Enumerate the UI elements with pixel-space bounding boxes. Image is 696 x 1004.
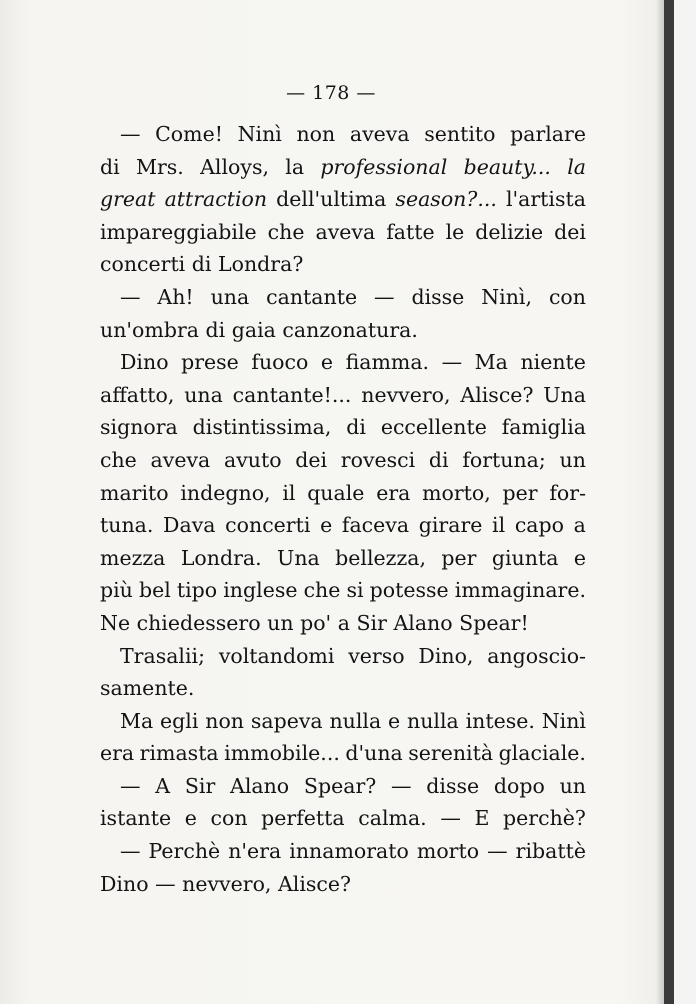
word: era xyxy=(376,480,411,505)
word: nevvero, xyxy=(361,382,451,407)
text-line xyxy=(100,248,586,281)
word: di xyxy=(191,252,212,277)
word: nulla xyxy=(329,708,382,733)
word: season?... xyxy=(395,187,497,212)
word: per xyxy=(502,480,538,505)
word: signora xyxy=(100,415,178,440)
text-line xyxy=(100,835,586,868)
word: Come! xyxy=(155,122,223,146)
word: Alloys, xyxy=(200,154,269,179)
word: egli xyxy=(160,708,199,733)
text-line xyxy=(100,314,586,347)
book-spine xyxy=(664,0,674,1004)
word: sentito xyxy=(424,122,496,146)
word: e xyxy=(184,806,197,831)
word: famiglia xyxy=(501,415,586,440)
word: dei xyxy=(295,447,328,472)
word: giunta xyxy=(491,545,559,570)
text-line xyxy=(100,770,586,803)
text-line xyxy=(100,672,586,705)
page-number: — 178 — xyxy=(286,82,376,104)
word: e xyxy=(320,350,334,375)
word: n'era xyxy=(228,839,282,864)
word: disse xyxy=(426,773,480,798)
word: la xyxy=(567,154,586,179)
word: bel xyxy=(138,578,171,603)
word: affatto, xyxy=(100,382,175,407)
word: — xyxy=(487,839,508,864)
word: gaia xyxy=(231,317,276,342)
text-line xyxy=(100,183,586,216)
word: Mrs. xyxy=(135,154,184,179)
word: Dino xyxy=(100,871,149,896)
word: glaciale. xyxy=(498,741,586,766)
word: cantante!... xyxy=(232,382,352,407)
word: angoscio- xyxy=(487,643,586,668)
word: Sir xyxy=(356,610,387,635)
word: chiedessero xyxy=(136,610,261,635)
word: samente. xyxy=(100,676,195,701)
word: un'ombra xyxy=(100,317,199,342)
word: Dava xyxy=(163,513,216,538)
text-line xyxy=(100,444,586,477)
word: capo xyxy=(514,513,564,538)
word: che xyxy=(303,578,341,603)
word: innamorato xyxy=(289,839,409,864)
word: Spear! xyxy=(459,610,529,635)
text-line xyxy=(100,737,586,770)
text-line xyxy=(100,640,586,673)
word: non xyxy=(205,708,244,733)
text-line xyxy=(100,346,586,379)
word: Dino xyxy=(120,350,169,375)
word: disse xyxy=(411,284,465,309)
word: concerti xyxy=(100,252,186,277)
word: il xyxy=(282,480,296,505)
word: Londra? xyxy=(218,252,304,277)
word: for- xyxy=(549,480,586,505)
word: che xyxy=(267,219,305,244)
word: great xyxy=(100,187,156,212)
word: Perchè xyxy=(148,839,221,864)
word: morto xyxy=(416,839,480,864)
text-line xyxy=(100,802,586,835)
word: Dino, xyxy=(418,643,474,668)
text-line xyxy=(100,281,586,314)
text-line xyxy=(100,477,586,510)
word: po' xyxy=(300,610,332,635)
word: serenità xyxy=(408,741,494,766)
word: aveva xyxy=(349,122,410,146)
word: Ninì xyxy=(237,122,282,146)
word: e xyxy=(320,513,333,538)
word: distintissima, xyxy=(192,415,332,440)
word: impareggiabile xyxy=(100,219,257,244)
word: a xyxy=(573,513,586,538)
word: aveva xyxy=(315,219,376,244)
word: — xyxy=(120,839,141,864)
word: — xyxy=(120,773,141,798)
word: Sir xyxy=(184,773,216,798)
word: aveva xyxy=(150,447,211,472)
word: si xyxy=(346,578,364,603)
word: il xyxy=(492,513,506,538)
word: parlare xyxy=(510,122,586,146)
word: — xyxy=(441,350,463,375)
word: quale xyxy=(307,480,365,505)
word: dopo xyxy=(493,773,545,798)
word: E xyxy=(474,806,490,831)
word: voltandomi xyxy=(218,643,335,668)
word: ribattè xyxy=(515,839,586,864)
word: Ninì xyxy=(541,708,586,733)
word: canzonatura. xyxy=(282,317,418,342)
word: verso xyxy=(348,643,405,668)
word: istante xyxy=(100,806,172,831)
word: una xyxy=(210,284,250,309)
word: fortuna; xyxy=(462,447,546,472)
word: girare xyxy=(418,513,483,538)
word: tuna. xyxy=(100,513,154,538)
word: Ninì, xyxy=(481,284,533,309)
word: Spear? xyxy=(303,773,377,798)
word: fatte xyxy=(386,219,435,244)
word: mezza xyxy=(100,545,166,570)
word: un xyxy=(559,447,586,472)
word: Trasalii; xyxy=(120,643,206,668)
word: cantante xyxy=(266,284,358,309)
word: Ah! xyxy=(157,284,194,309)
word: dei xyxy=(554,219,586,244)
word: di xyxy=(346,415,366,440)
word: niente xyxy=(520,350,586,375)
word: un xyxy=(267,610,294,635)
word: Alisce? xyxy=(460,382,534,407)
word: e xyxy=(388,708,401,733)
word: Una xyxy=(543,382,586,407)
word: fuoco xyxy=(251,350,309,375)
word: più xyxy=(100,578,133,603)
word: beauty... xyxy=(463,154,551,179)
word: avuto xyxy=(223,447,282,472)
word: di xyxy=(428,447,449,472)
word: intese. xyxy=(465,708,535,733)
word: — xyxy=(155,871,176,896)
word: rimasta xyxy=(139,741,219,766)
word: una xyxy=(184,382,223,407)
text-line xyxy=(100,509,586,542)
word: a xyxy=(337,610,350,635)
word: la xyxy=(285,154,305,179)
word: era xyxy=(100,741,135,766)
word: tipo xyxy=(176,578,218,603)
word: fiamma. xyxy=(345,350,430,375)
word: Ne xyxy=(100,610,131,635)
word: sapeva xyxy=(250,708,323,733)
word: un xyxy=(559,773,586,798)
word: bellezza, xyxy=(335,545,426,570)
word: Ma xyxy=(474,350,508,375)
text-line xyxy=(100,705,586,738)
word: faceva xyxy=(341,513,410,538)
word: indegno, xyxy=(180,480,271,505)
word: A xyxy=(155,773,171,798)
word: di xyxy=(205,317,226,342)
word: Alano xyxy=(230,773,290,798)
word: — xyxy=(374,284,395,309)
word: dell'ultima xyxy=(276,187,387,212)
word: per xyxy=(441,545,477,570)
text-line xyxy=(100,411,586,444)
word: con xyxy=(548,284,586,309)
text-line xyxy=(100,542,586,575)
word: nevvero, xyxy=(182,871,272,896)
text-line xyxy=(100,118,586,151)
word: potesse xyxy=(369,578,449,603)
text-line xyxy=(100,379,586,412)
word: non xyxy=(296,122,336,146)
word: inglese xyxy=(223,578,298,603)
word: concerti xyxy=(225,513,311,538)
word: professional xyxy=(320,154,448,179)
text-line xyxy=(100,216,586,249)
word: Alano xyxy=(393,610,453,635)
text-line xyxy=(100,868,586,901)
word: Una xyxy=(277,545,320,570)
word: di xyxy=(100,154,120,179)
word: perfetta xyxy=(261,806,345,831)
word: d'una xyxy=(345,741,403,766)
word: immaginare. xyxy=(454,578,586,603)
word: calma. xyxy=(358,806,427,831)
text-line xyxy=(100,151,586,184)
word: — xyxy=(120,122,141,146)
word: con xyxy=(210,806,248,831)
word: eccellente xyxy=(380,415,487,440)
word: e xyxy=(573,545,586,570)
word: rovesci xyxy=(340,447,416,472)
word: l'artista xyxy=(505,187,586,212)
word: attraction xyxy=(164,187,268,212)
word: — xyxy=(120,284,141,309)
gutter-shadow xyxy=(656,0,664,1004)
word: Londra. xyxy=(180,545,262,570)
text-line xyxy=(100,574,586,607)
word: — xyxy=(391,773,412,798)
text-line xyxy=(100,607,586,640)
word: le xyxy=(445,219,465,244)
word: Ma xyxy=(120,708,154,733)
word: Alisce? xyxy=(277,871,352,896)
word: morto, xyxy=(422,480,491,505)
word: nulla xyxy=(407,708,459,733)
word: immobile... xyxy=(224,741,340,766)
word: — xyxy=(440,806,461,831)
word: marito xyxy=(100,480,169,505)
word: perchè? xyxy=(503,806,586,831)
body-text xyxy=(100,118,586,900)
page-edge xyxy=(674,0,696,1004)
word: prese xyxy=(181,350,239,375)
word: che xyxy=(100,447,137,472)
word: delizie xyxy=(475,219,544,244)
